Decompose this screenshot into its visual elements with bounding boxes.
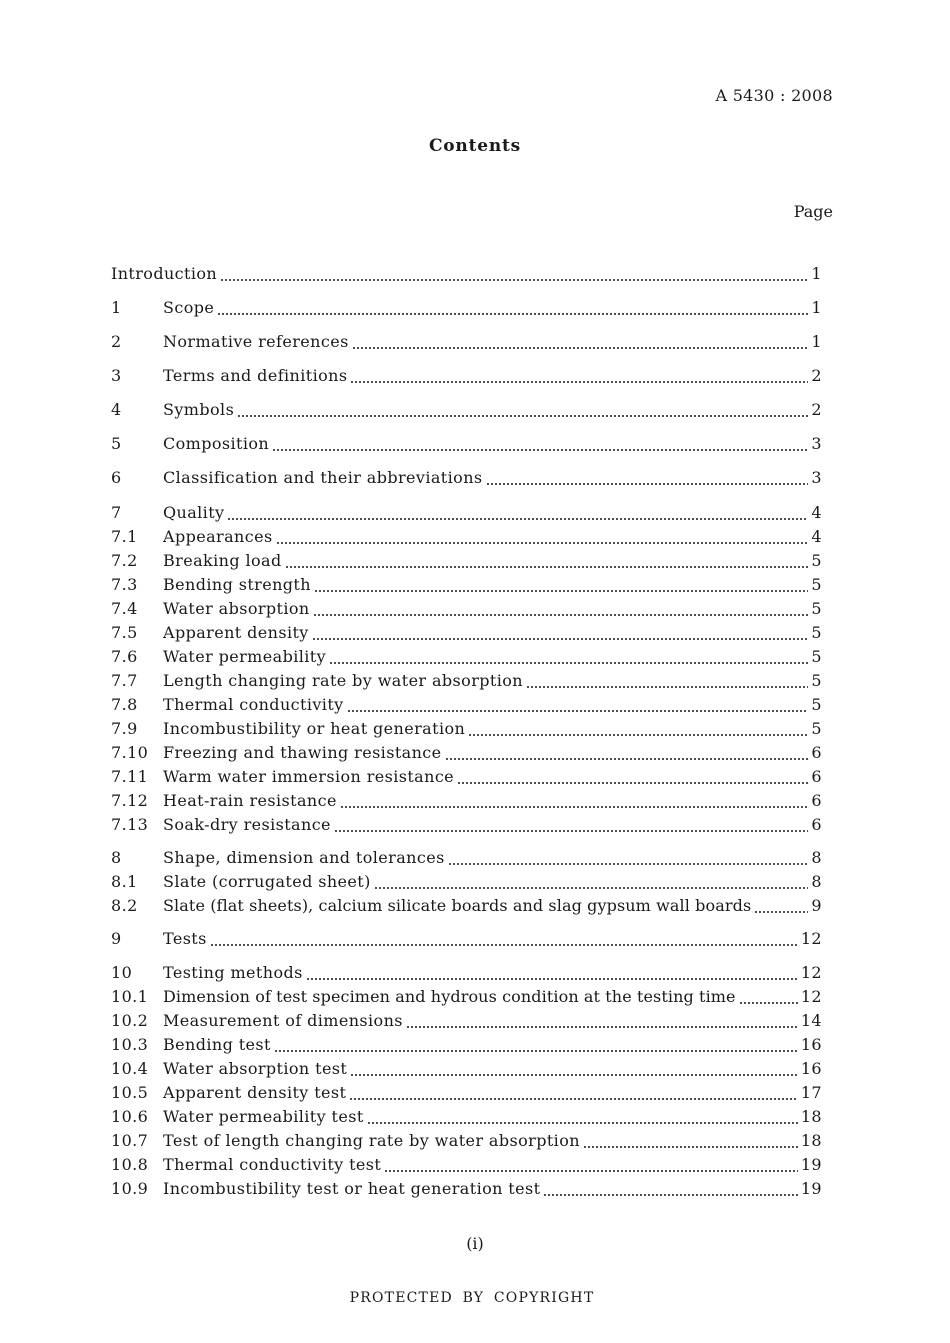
toc-entry-page: 5 (811, 575, 822, 594)
toc-entry[interactable] (111, 1011, 822, 1033)
dot-leader (583, 1145, 798, 1149)
toc-entry-label: Heat-rain resistance (163, 791, 337, 810)
dot-leader (457, 781, 808, 785)
toc-entry-label: Length changing rate by water absorption (163, 671, 523, 690)
dot-leader (272, 448, 808, 452)
dot-leader (384, 1169, 798, 1173)
toc-entry-page: 5 (811, 695, 822, 714)
toc-entry-label: Introduction (111, 264, 218, 283)
dot-leader (217, 312, 808, 316)
toc-entry-label: Soak-dry resistance (163, 815, 331, 834)
toc-entry-number: 4 (111, 400, 122, 419)
toc-entry-label: Scope (163, 298, 215, 317)
toc-entry-number: 10.2 (111, 1011, 149, 1030)
toc-entry-label: Testing methods (163, 963, 303, 982)
dot-leader (543, 1193, 797, 1197)
toc-entry-label: Bending strength (163, 575, 311, 594)
toc-entry[interactable] (111, 551, 822, 573)
toc-entry-number: 10.4 (111, 1059, 149, 1078)
toc-entry[interactable] (111, 264, 822, 286)
toc-entry-label: Water permeability (163, 647, 327, 666)
toc-entry-page: 5 (811, 599, 822, 618)
toc-entry-page: 1 (811, 332, 822, 351)
toc-entry-label: Thermal conductivity (163, 695, 344, 714)
toc-entry-number: 10.5 (111, 1083, 149, 1102)
toc-entry[interactable] (111, 1155, 822, 1177)
toc-entry[interactable] (111, 963, 822, 985)
copyright-notice: PROTECTED BY COPYRIGHT (349, 1290, 595, 1306)
toc-entry-page: 19 (800, 1179, 822, 1198)
toc-entry-label: Incombustibility or heat generation (163, 719, 466, 738)
toc-entry-number: 7.5 (111, 623, 138, 642)
toc-entry[interactable] (111, 1059, 822, 1081)
toc-entry[interactable] (111, 1035, 822, 1057)
toc-entry-number: 1 (111, 298, 122, 317)
toc-entry-number: 7.13 (111, 815, 149, 834)
toc-entry-label: Shape, dimension and tolerances (163, 848, 445, 867)
dot-leader (220, 278, 808, 282)
toc-entry-label: Warm water immersion resistance (163, 767, 455, 786)
toc-entry-page: 8 (811, 872, 822, 891)
toc-entry-label: Quality (163, 503, 225, 522)
toc-entry-label: Water absorption test (163, 1059, 348, 1078)
toc-entry-number: 7.1 (111, 527, 138, 546)
toc-entry-page: 12 (800, 929, 822, 948)
dot-leader (306, 977, 798, 981)
toc-entry[interactable] (111, 366, 822, 388)
toc-entry-number: 5 (111, 434, 122, 453)
dot-leader (313, 613, 809, 617)
dot-leader (349, 1097, 797, 1101)
toc-entry-number: 10 (111, 963, 133, 982)
toc-entry[interactable] (111, 400, 822, 422)
dot-leader (276, 541, 809, 545)
toc-entry-number: 7.8 (111, 695, 138, 714)
dot-leader (486, 482, 809, 486)
dot-leader (754, 910, 808, 914)
toc-entry-label: Test of length changing rate by water absorption (163, 1131, 580, 1150)
toc-entry-number: 3 (111, 366, 122, 385)
toc-entry-number: 6 (111, 468, 122, 487)
dot-leader (340, 805, 809, 809)
toc-entry[interactable] (111, 332, 822, 354)
toc-entry[interactable] (111, 1179, 822, 1201)
toc-entry-label: Measurement of dimensions (163, 1011, 403, 1030)
toc-entry[interactable] (111, 872, 822, 894)
toc-entry[interactable] (111, 929, 822, 951)
toc-entry-page: 8 (811, 848, 822, 867)
toc-entry-page: 5 (811, 551, 822, 570)
toc-entry[interactable] (111, 599, 822, 621)
toc-entry-number: 10.3 (111, 1035, 149, 1054)
dot-leader (350, 1073, 798, 1077)
toc-entry-page: 6 (811, 767, 822, 786)
dot-leader (347, 709, 809, 713)
toc-entry[interactable] (111, 671, 822, 693)
toc-entry-label: Breaking load (163, 551, 282, 570)
toc-entry[interactable] (111, 623, 822, 645)
toc-entry[interactable] (111, 848, 822, 870)
dot-leader (367, 1121, 798, 1125)
dot-leader (406, 1025, 798, 1029)
toc-entry-label: Terms and definitions (163, 366, 348, 385)
toc-entry-number: 7.9 (111, 719, 138, 738)
toc-entry-page: 16 (800, 1035, 822, 1054)
toc-entry[interactable] (111, 1131, 822, 1153)
toc-entry-page: 19 (800, 1155, 822, 1174)
toc-entry-label: Water permeability test (163, 1107, 364, 1126)
toc-entry-page: 18 (800, 1131, 822, 1150)
toc-entry-number: 8.2 (111, 896, 138, 915)
toc-entry-page: 3 (811, 434, 822, 453)
toc-entry[interactable] (111, 468, 822, 490)
toc-entry[interactable] (111, 1083, 822, 1105)
toc-entry-page: 3 (811, 468, 822, 487)
footer-page-number: (i) (466, 1234, 484, 1253)
toc-entry-page: 2 (811, 366, 822, 385)
toc-entry-label: Apparent density (163, 623, 309, 642)
toc-entry-number: 10.1 (111, 987, 149, 1006)
document-id: A 5430 : 2008 (715, 86, 833, 105)
page-column-label: Page (793, 202, 833, 221)
dot-leader (210, 943, 798, 947)
toc-entry-number: 8.1 (111, 872, 138, 891)
toc-entry[interactable] (111, 527, 822, 549)
toc-entry-number: 10.8 (111, 1155, 149, 1174)
toc-entry-number: 2 (111, 332, 122, 351)
toc-entry-number: 7.7 (111, 671, 138, 690)
dot-leader (329, 661, 808, 665)
toc-entry-label: Appearances (163, 527, 273, 546)
toc-entry-number: 7.12 (111, 791, 149, 810)
toc-entry-number: 7.2 (111, 551, 138, 570)
toc-entry-label: Normative references (163, 332, 349, 351)
toc-entry-number: 7.10 (111, 743, 149, 762)
toc-entry[interactable] (111, 719, 822, 741)
toc-entry[interactable] (111, 987, 822, 1009)
toc-entry-number: 7.11 (111, 767, 149, 786)
toc-entry-number: 8 (111, 848, 122, 867)
toc-entry-label: Thermal conductivity test (163, 1155, 382, 1174)
dot-leader (739, 1001, 798, 1005)
toc-entry-number: 7.4 (111, 599, 138, 618)
dot-leader (374, 886, 809, 890)
toc-entry-number: 10.9 (111, 1179, 149, 1198)
toc-entry-label: Slate (flat sheets), calcium silicate boards and slag gypsum wall boards (163, 896, 752, 915)
toc-entry[interactable] (111, 1107, 822, 1129)
dot-leader (274, 1049, 798, 1053)
toc-entry-page: 2 (811, 400, 822, 419)
toc-entry[interactable] (111, 298, 822, 320)
toc-entry-page: 12 (800, 987, 822, 1006)
toc-entry[interactable] (111, 896, 822, 918)
toc-entry-label: Slate (corrugated sheet) (163, 872, 371, 891)
toc-entry-page: 6 (811, 815, 822, 834)
dot-leader (350, 380, 808, 384)
toc-entry-number: 7.3 (111, 575, 138, 594)
toc-entry-label: Tests (163, 929, 207, 948)
toc-entry[interactable] (111, 695, 822, 717)
toc-entry-number: 7.6 (111, 647, 138, 666)
toc-entry-number: 10.6 (111, 1107, 149, 1126)
toc-entry-label: Classification and their abbreviations (163, 468, 483, 487)
toc-entry[interactable] (111, 767, 822, 789)
toc-entry-page: 6 (811, 791, 822, 810)
dot-leader (237, 414, 808, 418)
toc-entry-number: 7 (111, 503, 122, 522)
dot-leader (352, 346, 809, 350)
toc-entry-page: 14 (800, 1011, 822, 1030)
dot-leader (448, 862, 809, 866)
toc-entry-page: 1 (811, 298, 822, 317)
toc-entry-label: Incombustibility test or heat generation test (163, 1179, 541, 1198)
dot-leader (227, 517, 808, 521)
toc-entry[interactable] (111, 575, 822, 597)
toc-entry-page: 5 (811, 719, 822, 738)
toc-entry-label: Symbols (163, 400, 235, 419)
toc-entry[interactable] (111, 815, 822, 837)
toc-entry-page: 17 (800, 1083, 822, 1102)
dot-leader (314, 589, 808, 593)
toc-entry-number: 9 (111, 929, 122, 948)
toc-entry[interactable] (111, 791, 822, 813)
toc-entry-label: Water absorption (163, 599, 310, 618)
toc-entry-page: 5 (811, 671, 822, 690)
toc-entry-label: Dimension of test specimen and hydrous condition at the testing time (163, 987, 736, 1006)
toc-entry-page: 16 (800, 1059, 822, 1078)
dot-leader (445, 757, 809, 761)
toc-entry[interactable] (111, 434, 822, 456)
toc-entry-page: 9 (811, 896, 822, 915)
dot-leader (468, 733, 808, 737)
page-title: Contents (428, 136, 522, 156)
toc-entry[interactable] (111, 647, 822, 669)
toc-entry-page: 5 (811, 647, 822, 666)
toc-entry-label: Freezing and thawing resistance (163, 743, 442, 762)
toc-entry-page: 12 (800, 963, 822, 982)
toc-entry-label: Composition (163, 434, 270, 453)
dot-leader (312, 637, 809, 641)
toc-entry[interactable] (111, 503, 822, 525)
toc-entry-page: 4 (811, 503, 822, 522)
dot-leader (334, 829, 808, 833)
toc-entry-page: 5 (811, 623, 822, 642)
toc-entry-page: 4 (811, 527, 822, 546)
toc-entry-page: 18 (800, 1107, 822, 1126)
toc-entry-number: 10.7 (111, 1131, 149, 1150)
toc-entry-page: 6 (811, 743, 822, 762)
toc-entry[interactable] (111, 743, 822, 765)
dot-leader (526, 685, 808, 689)
toc-entry-label: Apparent density test (163, 1083, 347, 1102)
toc-entry-page: 1 (811, 264, 822, 283)
toc-entry-label: Bending test (163, 1035, 271, 1054)
dot-leader (285, 565, 809, 569)
